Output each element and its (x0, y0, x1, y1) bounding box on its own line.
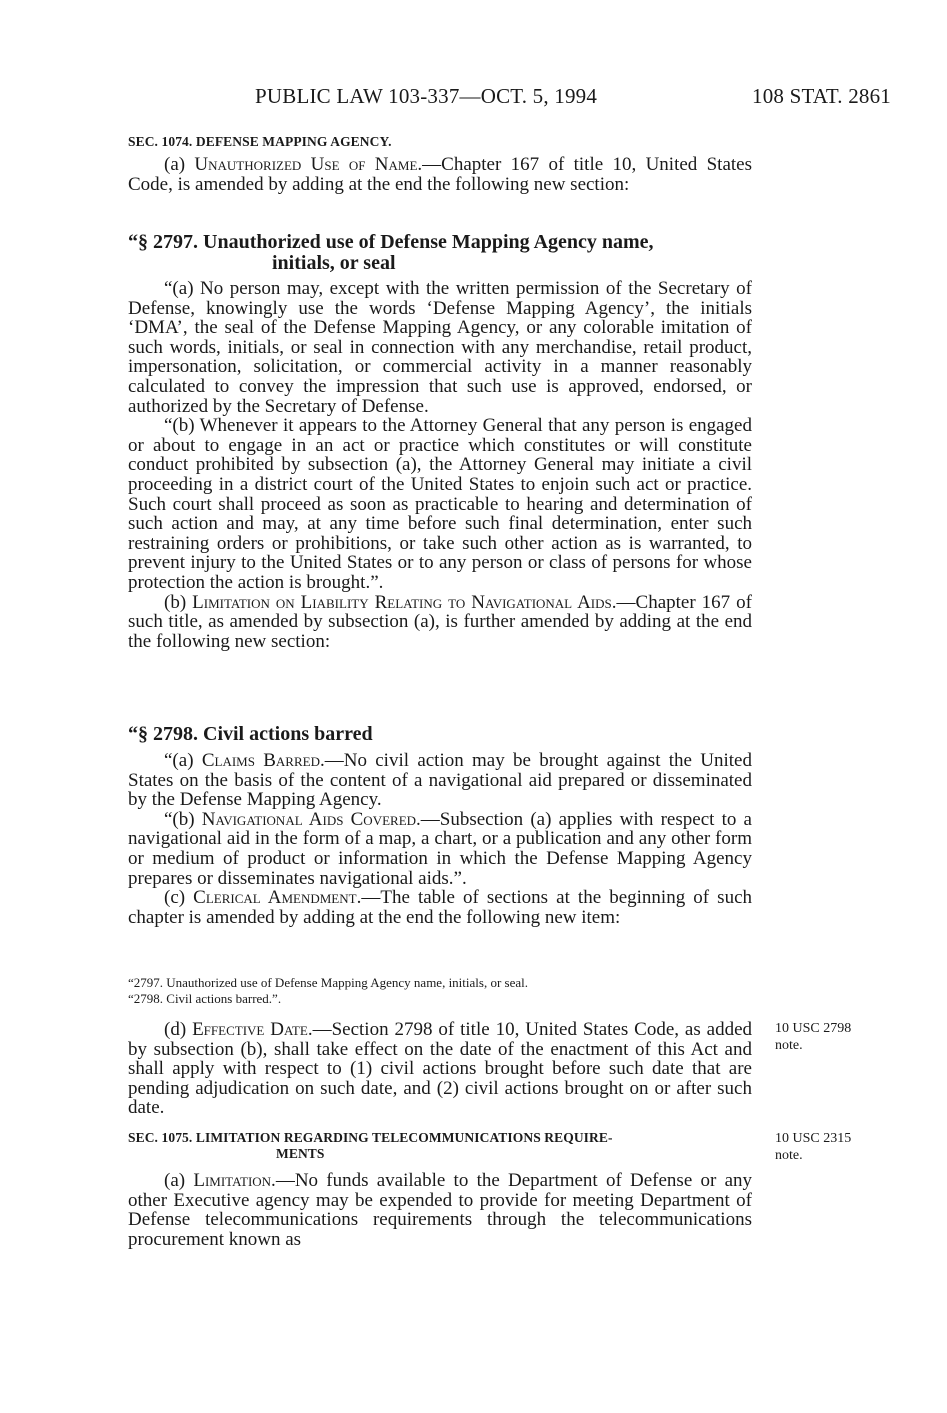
sec-1074-subsection-b: (b) Limitation on Liability Relating to Navigational Aids.—Chapter 167 of such title, as amended by subsection (a), is further amended by adding at the end the following new section: (128, 591, 753, 652)
section-2798-b: “(b) Navigational Aids Covered.—Subsection (a) applies with respect to a navigational aid in the form of a map, a chart, or a publication and any other form or medium of product or information in which the Defense Mapping Agency prepares or disseminates navigational aids.”. (128, 808, 752, 889)
list-item: “2798. Civil actions barred.”. (128, 990, 282, 1006)
margin-note-10-usc-2315: 10 USC 2315 note. (775, 1131, 852, 1163)
list-item: “2797. Unauthorized use of Defense Mapping Agency name, initials, or seal. (128, 975, 528, 990)
section-2797-b: “(b) Whenever it appears to the Attorney General that any person is engaged or about to engage in an act or practice which constitutes or will constitute conduct prohibited by subsection (a), the Attorney General may initiate a civil proceeding in a district court of the United States to enjoin such act or practice. Such court shall proceed as soon as practicable to hearing and determination of such action and may, at any time before such final determination, enter such restraining orders or prohibitions, or take such other action as is warranted, to prevent injury to the United States or to any person or class of persons for whose protection the action is brought.”. (128, 415, 752, 593)
table-of-sections-items (128, 975, 752, 1006)
section-2798-heading: “§ 2798. Civil actions barred (128, 723, 373, 745)
section-2797-a: “(a) No person may, except with the written permission of the Secretary of Defense, knowingly use the words ‘Defense Mapping Agency’, the initials ‘DMA’, the seal of the Defense Mapping Agency, or any colorable imitation of such words, initials, or seal in connection with any merchandise, retail product, impersonation, solicitation, or commercial activity in a manner reasonably calculated to convey the impression that such use is approved, endorsed, or authorized by the Secretary of Defense. (128, 278, 752, 417)
sec-1074-subsection-c: (c) Clerical Amendment.—The table of sections at the beginning of such chapter is amended by adding at the end the following new item: (128, 887, 753, 928)
subsection-caption: Unauthorized Use of Name. (194, 154, 423, 175)
section-2798-a: “(a) Claims Barred.—No civil action may be brought against the United States on the basis of the content of a navigational aid prepared or disseminated by the Defense Mapping Agency. (128, 750, 752, 811)
section-2798-body (128, 751, 752, 927)
sec-1075-subsection-a: (a) Limitation.—No funds available to the Department of Defense or any other Executive agency may be expended to provide for meeting Department of Defense telecommunications requirements through the telecommunications procurement known as (128, 1170, 753, 1250)
section-2797-body (128, 279, 752, 651)
statute-page-number: 108 STAT. 2861 (752, 84, 891, 108)
sec-1074-subsection-d: (d) Effective Date.—Section 2798 of title 10, United States Code, as added by subsection (b), shall take effect on the date of the enactment of this Act and shall apply with respect to (1) civil actions brought before such date that are pending adjudication on such date, and (2) civil actions brought on or after such date. (128, 1019, 753, 1119)
sec-1075-heading: SEC. 1075. LIMITATION REGARDING TELECOMMUNICATIONS REQUIRE- MENTS (128, 1130, 613, 1161)
sec-1074-heading: SEC. 1074. DEFENSE MAPPING AGENCY. (128, 134, 392, 149)
sec-1074-subsection-a: (a) Unauthorized Use of Name.—Chapter 167 of title 10, United States Code, is amended by adding at the end the following new section: (128, 154, 752, 195)
section-2797-heading: “§ 2797. Unauthorized use of Defense Mapping Agency name, initials, or seal (128, 231, 654, 274)
margin-note-10-usc-2798: 10 USC 2798 note. (775, 1021, 852, 1053)
law-title: PUBLIC LAW 103-337—OCT. 5, 1994 (255, 84, 598, 108)
page-header (255, 84, 891, 114)
